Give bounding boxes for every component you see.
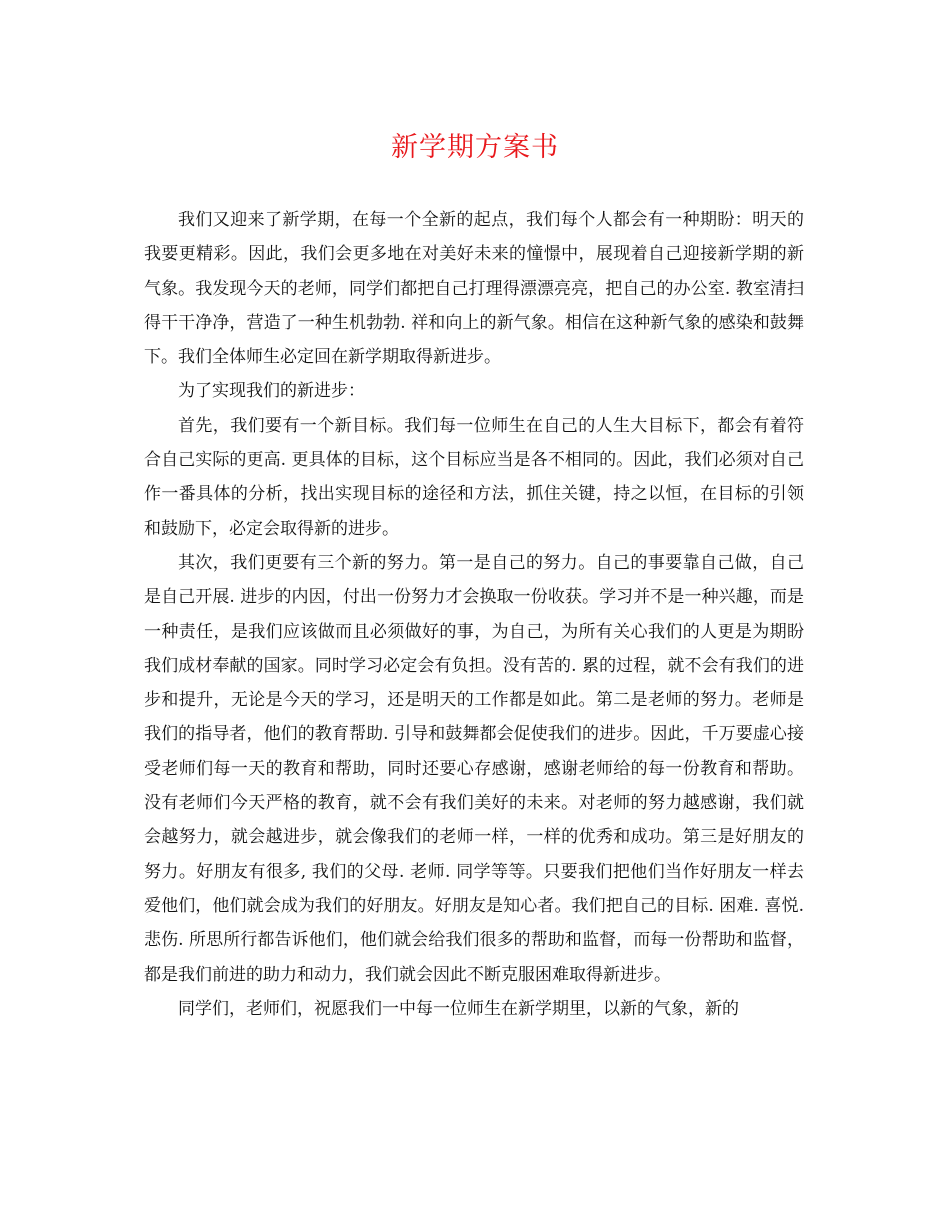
document-title: 新学期方案书 [391, 132, 559, 163]
paragraph-lead-in: 为了实现我们的新进步： [178, 381, 365, 402]
paragraph-intro: 我们又迎来了新学期，在每一个全新的起点，我们每个人都会有一种期盼：明天的我要更精彩。因此，我们会更多地在对美好未来的憧憬中，展现着自己迎接新学期的新气象。我发现今天的老师，同学们都把自己打理得漂漂亮亮，把自己的办公室. 教室清扫得干干净净，营造了一种生机勃勃. 祥和向上的新气象。相信在这种新气象的感染和鼓舞下。我们全体师生必定回在新学期取得新进步。 [144, 210, 804, 368]
document-body [144, 203, 804, 1026]
paragraph-three-efforts: 其次，我们更要有三个新的努力。第一是自己的努力。自己的事要靠自己做，自己是自己开展. 进步的内因，付出一份努力才会换取一份收获。学习并不是一种兴趣，而是一种责任，是我们应该做而且必须做好的事，为自己，为所有关心我们的人更是为期盼我们成材奉献的国家。同时学习必定会有负担。没有苦的. 累的过程，就不会有我们的进步和提升，无论是今天的学习，还是明天的工作都是如此。第二是老师的努力。老师是我们的指导者，他们的教育帮助. 引导和鼓舞都会促使我们的进步。因此，千万要虚心接受老师们每一天的教育和帮助，同时还要心存感谢，感谢老师给的每一份教育和帮助。没有老师们今天严格的教育，就不会有我们美好的未来。对老师的努力越感谢，我们就会越努力，就会越进步，就会像我们的老师一样，一样的优秀和成功。第三是好朋友的努力。好朋友有很多, 我们的父母. 老师. 同学等等。只要我们把他们当作好朋友一样去爱他们，他们就会成为我们的好朋友。好朋友是知心者。我们把自己的目标. 困难. 喜悦. 悲伤. 所思所行都告诉他们，他们就会给我们很多的帮助和监督，而每一份帮助和监督，都是我们前进的助力和动力，我们就会因此不断克服困难取得新进步。 [144, 552, 804, 985]
paragraph-closing: 同学们，老师们，祝愿我们一中每一位师生在新学期里，以新的气象，新的 [178, 998, 739, 1019]
paragraph-first-goal: 首先，我们要有一个新目标。我们每一位师生在自己的人生大目标下，都会有着符合自己实际的更高. 更具体的目标，这个目标应当是各不相同的。因此，我们必须对自己作一番具体的分析，找出实现目标的途径和方法，抓住关键，持之以恒，在目标的引领和鼓励下，必定会取得新的进步。 [144, 415, 804, 539]
